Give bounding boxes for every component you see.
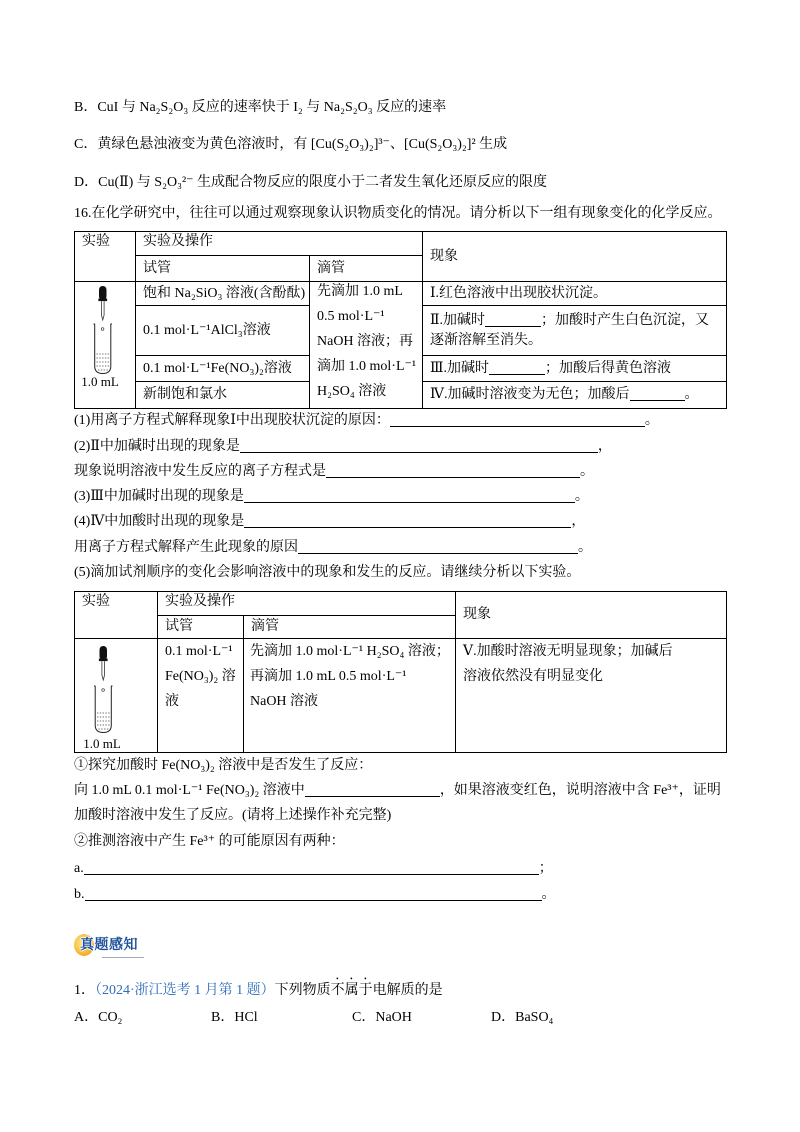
header-phenomenon: 现象: [423, 232, 727, 282]
part-1-line: [74, 781, 721, 801]
sub-question-4b: [74, 538, 592, 558]
header-test-tube: 试管: [136, 256, 310, 282]
dropper-line: NaOH 溶液: [250, 694, 319, 709]
sub-question-4: [74, 512, 585, 532]
question-punct: ；: [538, 861, 553, 876]
phenomenon-line: Ⅴ.加酸时溶液无明显现象；加碱后: [463, 644, 673, 659]
answer-blank: [485, 312, 541, 327]
sub-question-2: [74, 437, 612, 457]
answer-blank: [244, 488, 575, 503]
answer-blank: [630, 386, 685, 401]
apparatus-cell: [75, 282, 136, 409]
header-experiment: 实验: [75, 592, 158, 639]
question-text: (1)用离子方程式解释现象Ⅰ中出现胶状沉淀的原因：: [74, 413, 390, 428]
question-punct: 。: [541, 887, 556, 902]
header-experiment: 实验: [75, 232, 136, 282]
item-label: a.: [74, 861, 84, 876]
tube-reagent-2: 0.1 mol·L⁻¹AlCl₃溶液: [136, 306, 310, 356]
option-c: C．黄绿色悬浊液变为黄色溶液时，有 [Cu(S₂O₃)₂]³⁻、[Cu(S₂O₃)₂]² 生成: [74, 137, 508, 152]
part-2-a: [74, 859, 553, 879]
sub-question-1: [74, 411, 659, 431]
question-text: ，如果溶液变红色，说明溶液中含 Fe³⁺，证明: [439, 783, 721, 798]
option-b: B．CuI 与 Na₂S₂O₃ 反应的速率快于 I₂ 与 Na₂S₂O₃ 反应的速率: [74, 100, 447, 115]
question-16-stem: 16.在化学研究中，往往可以通过观察现象认识物质变化的情况。请分析以下一组有现象变化的化学反应。: [74, 206, 722, 221]
answer-blank: [305, 782, 440, 797]
header-operation: 实验及操作: [158, 592, 456, 616]
volume-label: 1.0 mL: [81, 374, 119, 389]
phenomenon-text: ；加酸后得黄色溶液: [545, 360, 672, 376]
tube-line: 0.1 mol·L⁻¹: [165, 644, 233, 659]
question-text: 向 1.0 mL 0.1 mol·L⁻¹ Fe(NO₃)₂ 溶液中: [74, 783, 305, 798]
answer-blank: [326, 463, 580, 478]
answer-blank: [298, 539, 578, 554]
question-text: (3)Ⅲ中加碱时出现的现象是: [74, 489, 244, 504]
question-punct: ，: [597, 439, 612, 454]
section-badge: [74, 932, 154, 962]
part-2-title: ②推测溶液中产生 Fe³⁺ 的可能原因有两种：: [74, 834, 345, 849]
answer-blank: [244, 513, 571, 528]
dropper-line: 先滴加 1.0 mol·L⁻¹ H₂SO₄ 溶液；: [250, 644, 450, 659]
phenomenon-text: Ⅲ.加碱时: [430, 360, 490, 376]
header-test-tube: 试管: [158, 616, 244, 639]
dropper-operation: [310, 282, 423, 409]
header-dropper: 滴管: [244, 616, 456, 639]
phenomenon-4: [423, 382, 727, 409]
part-2-b: [74, 885, 556, 905]
item-label: b.: [74, 887, 85, 902]
part-1-title: ①探究加酸时 Fe(NO₃)₂ 溶液中是否发生了反应：: [74, 758, 373, 773]
question-punct: ，: [571, 514, 586, 529]
tube-line: Fe(NO₃)₂ 溶: [165, 669, 236, 684]
question-text: 下列物质: [274, 983, 331, 998]
mcq-option-a: A．CO₂: [74, 1010, 123, 1025]
tube-reagent: [158, 639, 244, 753]
tube-reagent-1: 饱和 Na₂SiO₃ 溶液(含酚酞): [136, 282, 310, 306]
question-text: (2)Ⅱ中加碱时出现的现象是: [74, 439, 240, 454]
experiment-table-2: [74, 591, 727, 753]
answer-blank: [240, 438, 598, 453]
answer-blank: [85, 886, 542, 901]
phenomenon-text: ；加酸时产生白色沉淀，又: [541, 312, 710, 328]
dropper-line: 0.5 mol·L⁻¹: [317, 309, 385, 324]
dropper-test-tube-icon: [75, 639, 158, 753]
question-punct: 。: [578, 540, 592, 555]
phenomenon-line: 溶液依然没有明显变化: [463, 669, 603, 684]
tube-reagent-3: 0.1 mol·L⁻¹Fe(NO₃)₂溶液: [136, 356, 310, 382]
question-text: 用离子方程式解释产生此现象的原因: [74, 540, 298, 555]
question-punct: 。: [580, 464, 594, 479]
experiment-table-1: [74, 231, 727, 409]
mcq-option-c: C．NaOH: [352, 1010, 412, 1025]
header-operation: 实验及操作: [136, 232, 423, 256]
mcq-1-stem: [74, 975, 443, 1001]
question-text: (4)Ⅳ中加酸时出现的现象是: [74, 514, 245, 529]
mcq-option-b: B．HCl: [211, 1010, 258, 1025]
dropper-line: H₂SO₄ 溶液: [317, 384, 387, 399]
dropper-operation: [244, 639, 456, 753]
apparatus-cell: [75, 639, 158, 753]
header-phenomenon: 现象: [456, 592, 727, 639]
dropper-test-tube-icon: [75, 282, 136, 409]
question-text: 现象说明溶液中发生反应的离子方程式是: [74, 464, 326, 479]
sub-question-5: (5)滴加试剂顺序的变化会影响溶液中的现象和发生的反应。请继续分析以下实验。: [74, 565, 581, 580]
answer-blank: [84, 860, 539, 875]
phenomenon-3: [423, 356, 727, 382]
dropper-line: 滴加 1.0 mol·L⁻¹: [317, 359, 417, 374]
phenomenon-5: [456, 639, 727, 753]
badge-underline: [102, 957, 144, 958]
phenomenon-text: 逐渐溶解至消失。: [430, 332, 542, 348]
phenomenon-2: [423, 306, 727, 356]
tube-line: 液: [165, 694, 179, 709]
phenomenon-1: Ⅰ.红色溶液中出现胶状沉淀。: [423, 282, 727, 306]
emphasized-text: 不属于: [330, 983, 373, 998]
question-punct: 。: [574, 489, 589, 504]
header-dropper: 滴管: [310, 256, 423, 282]
question-source: （2024·浙江选考 1 月第 1 题）: [95, 983, 275, 998]
tube-reagent-4: 新制饱和氯水: [136, 382, 310, 409]
dropper-line: 再滴加 1.0 mL 0.5 mol·L⁻¹: [250, 669, 407, 684]
answer-blank: [390, 412, 645, 427]
phenomenon-text: 。: [684, 387, 699, 402]
question-number: 1．: [74, 983, 95, 998]
volume-label: 1.0 mL: [83, 736, 121, 751]
option-d: D．Cu(Ⅱ) 与 S₂O₃²⁻ 生成配合物反应的限度小于二者发生氧化还原反应的限度: [74, 175, 548, 190]
answer-blank: [489, 360, 545, 375]
sub-question-3: [74, 487, 589, 507]
mcq-option-d: D．BaSO₄: [491, 1010, 554, 1025]
question-text: 电解质的是: [372, 983, 443, 998]
dropper-line: NaOH 溶液；再: [317, 334, 414, 349]
question-punct: 。: [644, 413, 659, 428]
phenomenon-text: Ⅱ.加碱时: [430, 312, 486, 328]
badge-title: 真题感知: [80, 937, 138, 953]
part-1-continuation: 加酸时溶液中发生了反应。(请将上述操作补充完整): [74, 808, 392, 823]
sub-question-2b: [74, 462, 594, 482]
dropper-line: 先滴加 1.0 mL: [317, 284, 403, 299]
phenomenon-text: Ⅳ.加碱时溶液变为无色；加酸后: [430, 387, 630, 402]
